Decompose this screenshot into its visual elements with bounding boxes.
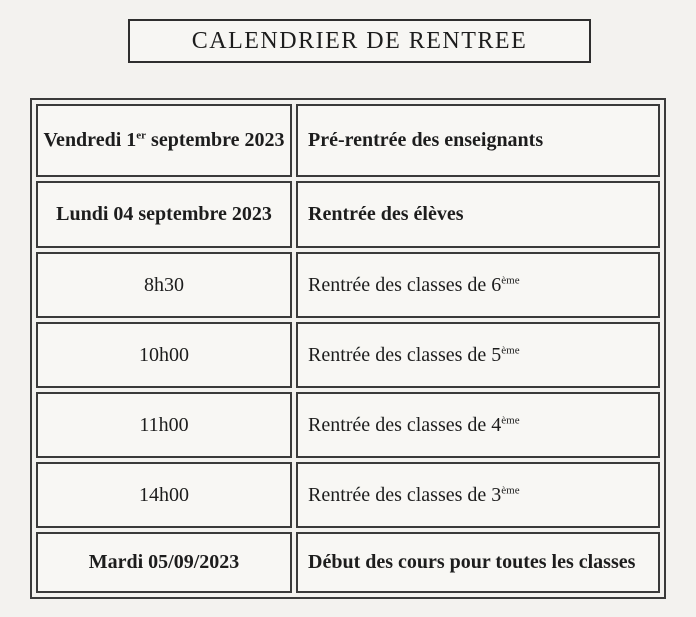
table-row	[36, 532, 660, 593]
table-row	[36, 104, 660, 177]
event-text: Rentrée des classes de 5	[308, 343, 502, 366]
time-cell	[36, 322, 292, 388]
table-row	[36, 392, 660, 458]
event-cell	[296, 462, 660, 528]
event-cell	[296, 252, 660, 318]
date-cell	[36, 104, 292, 177]
time-cell	[36, 392, 292, 458]
time-text: 10h00	[139, 343, 189, 366]
event-text: Rentrée des classes de 3	[308, 483, 502, 506]
event-cell	[296, 181, 660, 248]
date-text: Vendredi 1	[43, 129, 137, 151]
rentree-schedule-table	[30, 98, 666, 599]
event-cell	[296, 322, 660, 388]
page-title: CALENDRIER DE RENTREE	[191, 27, 528, 54]
event-superscript: ème	[501, 273, 520, 286]
event-cell	[296, 532, 660, 593]
table-row	[36, 462, 660, 528]
event-text: Début des cours pour toutes les classes	[308, 551, 636, 573]
date-cell	[36, 181, 292, 248]
event-superscript: ème	[501, 483, 520, 496]
time-text: 11h00	[139, 413, 189, 436]
event-text: Pré-rentrée des enseignants	[308, 129, 544, 151]
event-superscript: ème	[501, 343, 520, 356]
table-row	[36, 181, 660, 248]
date-text: Lundi 04 septembre 2023	[56, 203, 272, 225]
time-cell	[36, 462, 292, 528]
title-box	[128, 19, 591, 63]
table-row	[36, 322, 660, 388]
event-cell	[296, 104, 660, 177]
date-text-rest: septembre 2023	[146, 129, 285, 151]
event-cell	[296, 392, 660, 458]
date-cell	[36, 532, 292, 593]
event-text: Rentrée des classes de 4	[308, 413, 502, 436]
date-text: Mardi 05/09/2023	[88, 551, 240, 573]
table-row	[36, 252, 660, 318]
event-text: Rentrée des élèves	[308, 203, 464, 225]
time-text: 8h30	[144, 273, 184, 296]
event-superscript: ème	[501, 413, 520, 426]
event-text: Rentrée des classes de 6	[308, 273, 502, 296]
time-text: 14h00	[139, 483, 189, 506]
date-superscript: er	[136, 129, 147, 142]
time-cell	[36, 252, 292, 318]
